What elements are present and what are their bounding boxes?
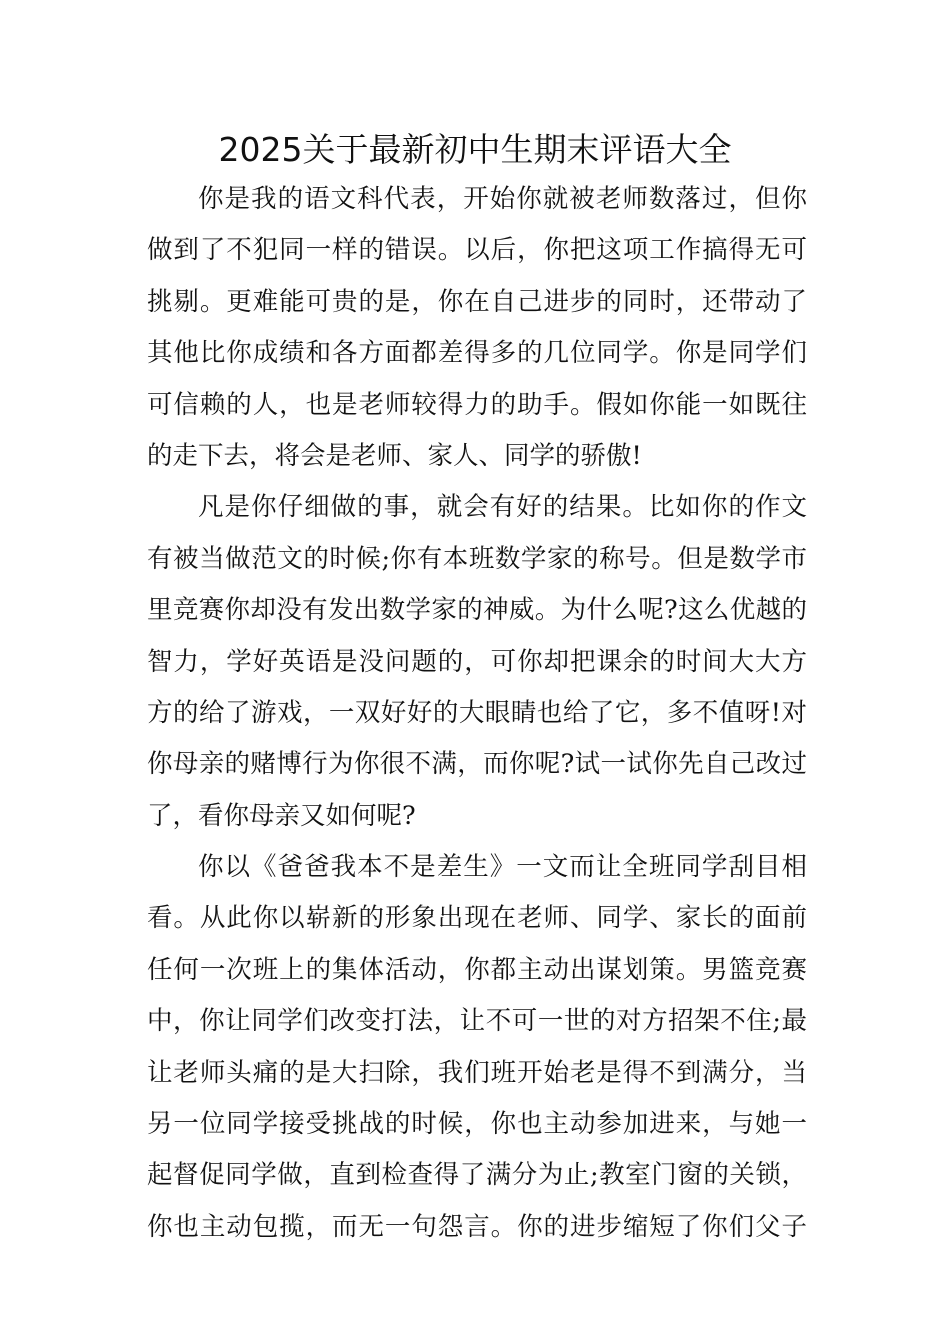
paragraph-3 bbox=[147, 842, 807, 1253]
text-line: 你母亲的赌博行为你很不满，而你呢?试一试你先自己改过 bbox=[147, 749, 807, 780]
text-line: 做到了不犯同一样的错误。以后，你把这项工作搞得无可 bbox=[147, 235, 807, 266]
text-line: 你以《爸爸我本不是差生》一文而让全班同学刮目相 bbox=[198, 852, 807, 883]
text-line: 了，看你母亲又如何呢? bbox=[147, 800, 416, 831]
document-body bbox=[147, 174, 807, 1253]
text-line: 有被当做范文的时候;你有本班数学家的称号。但是数学市 bbox=[147, 543, 807, 574]
text-line: 你是我的语文科代表，开始你就被老师数落过，但你 bbox=[198, 184, 807, 214]
text-line: 里竞赛你却没有发出数学家的神威。为什么呢?这么优越的 bbox=[147, 595, 807, 626]
text-line: 可信赖的人，也是老师较得力的助手。假如你能一如既往 bbox=[147, 389, 807, 420]
text-line: 起督促同学做，直到检查得了满分为止;教室门窗的关锁， bbox=[147, 1160, 807, 1191]
paragraph-1 bbox=[147, 174, 807, 482]
text-line: 的走下去，将会是老师、家人、同学的骄傲! bbox=[147, 440, 642, 471]
text-line: 方的给了游戏，一双好好的大眼睛也给了它，多不值呀!对 bbox=[147, 697, 807, 728]
text-line: 看。从此你以崭新的形象出现在老师、同学、家长的面前 bbox=[147, 903, 807, 934]
text-line: 你也主动包揽，而无一句怨言。你的进步缩短了你们父子 bbox=[147, 1211, 807, 1242]
text-line: 凡是你仔细做的事，就会有好的结果。比如你的作文 bbox=[198, 492, 807, 523]
text-line: 任何一次班上的集体活动，你都主动出谋划策。男篮竞赛 bbox=[147, 954, 807, 985]
document-title: 2025关于最新初中生期末评语大全 bbox=[218, 130, 732, 169]
text-line: 让老师头痛的是大扫除，我们班开始老是得不到满分，当 bbox=[147, 1057, 807, 1088]
text-line: 挑剔。更难能可贵的是，你在自己进步的同时，还带动了 bbox=[147, 286, 807, 317]
text-line: 另一位同学接受挑战的时候，你也主动参加进来，与她一 bbox=[147, 1109, 807, 1140]
paragraph-2 bbox=[147, 482, 807, 842]
text-line: 其他比你成绩和各方面都差得多的几位同学。你是同学们 bbox=[147, 338, 807, 369]
text-line: 中，你让同学们改变打法，让不可一世的对方招架不住;最 bbox=[147, 1006, 807, 1037]
text-line: 智力，学好英语是没问题的，可你却把课余的时间大大方 bbox=[147, 646, 807, 677]
